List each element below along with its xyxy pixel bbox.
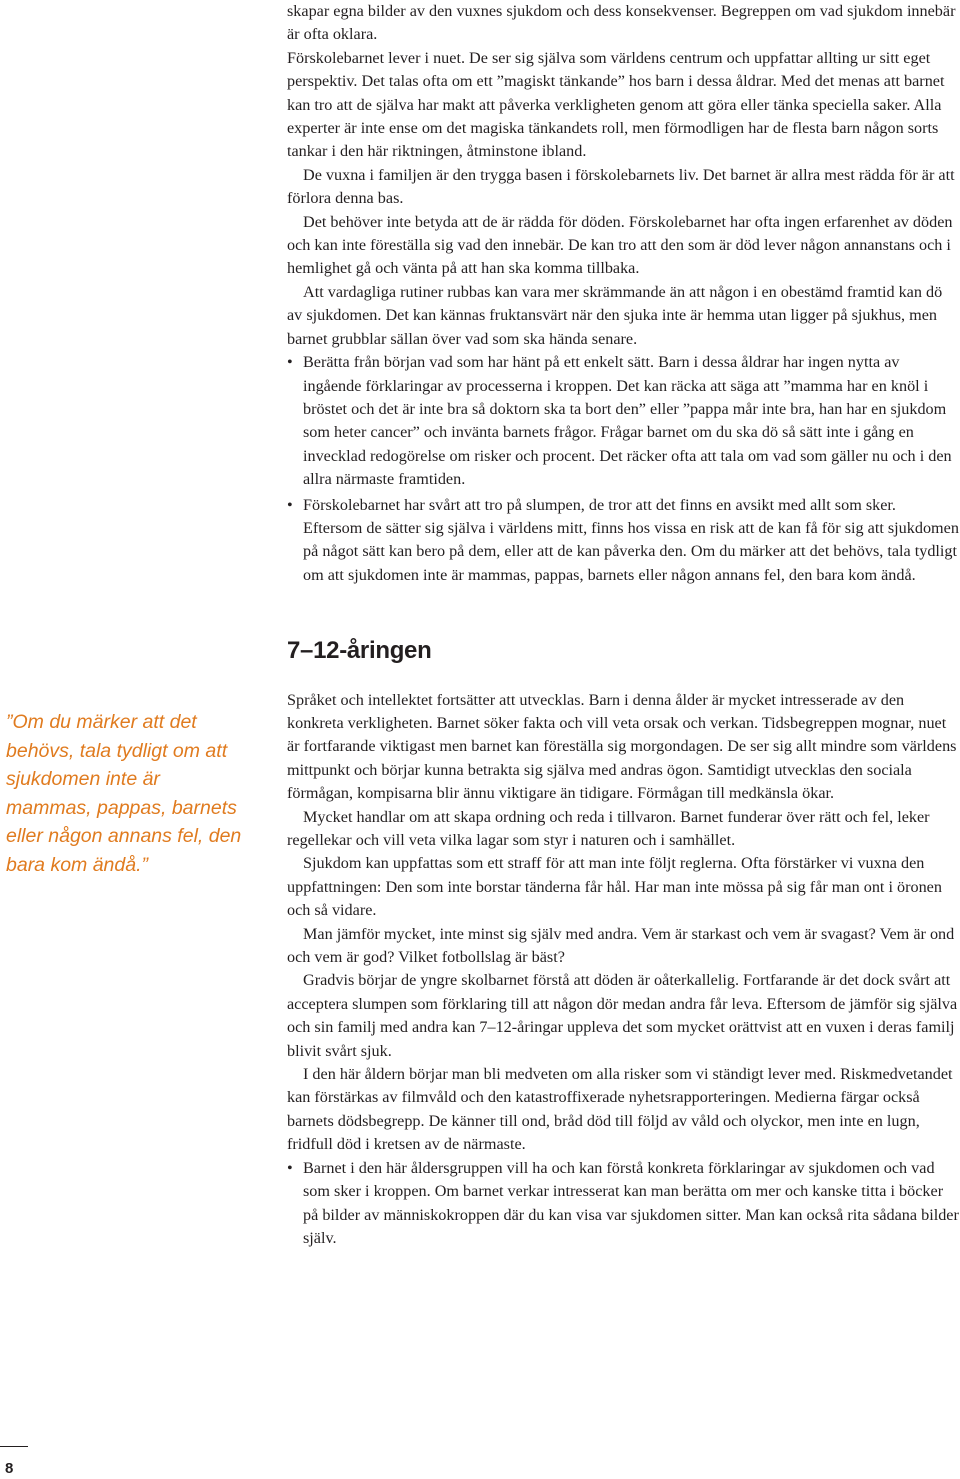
paragraph: Det behöver inte betyda att de är rädda för döden. Förskolebarnet har ofta ingen erfarenhet av döden och kan inte föreställa sig vad den innebär. De kan tro att den som är död lever någon annanstans och i hemlighet gå och vänta på att han ska komma tillbaka. xyxy=(287,212,953,278)
section-school-age xyxy=(287,689,959,1251)
paragraph: Mycket handlar om att skapa ordning och reda i tillvaron. Barnet funderar över rätt och fel, leker regellekar och vill veta vilka lagar som styr i naturen och i samhället. xyxy=(287,807,930,849)
section-heading-wrap xyxy=(287,637,959,665)
bullet-icon: • xyxy=(287,495,293,514)
paragraph: I den här åldern börjar man bli medveten om alla risker som vi ständigt lever med. Riskmedvetandet kan förstärkas av filmvåld och den katastroffixerade nyhetsrapporteringen. Medierna färgar också barnets dödsbegrepp. De känner till ond, bråd död till följd av våld och olyckor, men inte en lugn, fridfull död i kretsen av de närmaste. xyxy=(287,1065,953,1154)
paragraph: De vuxna i familjen är den trygga basen i förskolebarnets liv. Det barnet är allra mest rädda för är att förlora denna bas. xyxy=(287,165,955,208)
bullet-icon: • xyxy=(287,353,293,372)
paragraph: Förskolebarnet lever i nuet. De ser sig själva som världens centrum och uppfattar allting ur sitt eget perspektiv. Det talas ofta om ett ”magiskt tänkande” hos barn i dessa åldrar. Med det menas att barnet kan tro att de själva har makt att påverka verkligheten genom att göra eller tänka speciella saker. Alla experter är inte ense om det magiska tänkandets roll, men förmodligen har de flesta barn någon sorts tankar i den här riktningen, åtminstone ibland. xyxy=(287,48,945,161)
section-preschool xyxy=(287,0,959,587)
paragraph: Gradvis börjar de yngre skolbarnet förstå att döden är oåterkallelig. Fortfarande är det dock svårt att acceptera slumpen som förklaring till att någon dör medan andra får leva. Eftersom de jämför sig själva och sin familj med andra kan 7–12-åringar uppleva det som mycket orättvist att en vuxen i deras familj blivit svårt sjuk. xyxy=(287,971,958,1060)
bullet-item xyxy=(287,351,959,491)
section-heading: 7–12-åringen xyxy=(287,637,432,665)
main-text-column xyxy=(287,0,959,1252)
bullet-item xyxy=(287,494,959,588)
page-number: 8 xyxy=(5,1460,14,1477)
bullet-list xyxy=(287,351,959,587)
bullet-text: Förskolebarnet har svårt att tro på slumpen, de tror att det finns en avsikt med allt som sker. Eftersom de sätter sig själva i världens mitt, finns hos vissa en risk att de kan få för sig att sjukdomen på något sätt kan bero på dem, eller att de kan påverka den. Om du märker att det behövs, tala tydligt om att sjukdomen inte är mammas, pappas, barnets eller någon annans fel, den bara kom ändå. xyxy=(303,495,959,584)
paragraph: Man jämför mycket, inte minst sig själv med andra. Vem är starkast och vem är svagast? Vem är ond och vem är god? Vilket fotbollslag är bäst? xyxy=(287,924,955,967)
paragraph: Språket och intellektet fortsätter att utvecklas. Barn i denna ålder är mycket intresserade av den konkreta verkligheten. Barnet söker fakta och vill veta orsak och verkan. Tidsbegreppen mognar, nuet är fortfarande viktigast men barnet kan föreställa sig morgondagen. De ser sig allt mindre som världens mittpunkt och börjar kunna betrakta sig själva med andras ögon. Samtidigt utvecklas den sociala förmågan, kompisarna blir ännu viktigare än tidigare. Förmågan till medkänsla ökar. xyxy=(287,690,957,803)
bullet-item xyxy=(287,1157,959,1251)
paragraph: skapar egna bilder av den vuxnes sjukdom och dess konsekvenser. Begreppen om vad sjukdom innebär är ofta oklara. xyxy=(287,2,956,44)
bullet-text: Barnet i den här åldersgruppen vill ha och kan förstå konkreta förklaringar av sjukdomen och vad som sker i kroppen. Om barnet verkar intresserat kan man berätta om mer och kanske titta i böcker på bilder av människokroppen där du kan visa var sjukdomen sitter. Man kan också rita sådana bilder själv. xyxy=(303,1158,959,1247)
page-number-rule xyxy=(0,1446,28,1447)
pull-quote: ”Om du märker att det behövs, tala tydligt om att sjukdomen inte är mammas, pappas, barnets eller någon annans fel, den bara kom ändå.” xyxy=(6,711,242,876)
bullet-icon: • xyxy=(287,1158,293,1177)
paragraph: Sjukdom kan uppfattas som ett straff för att man inte följt reglerna. Ofta förstärker vi vuxna den uppfattningen: Den som inte borstar tänderna får hål. Har man inte mössa på sig får man ont i öronen och så vidare. xyxy=(287,854,942,920)
paragraph: Att vardagliga rutiner rubbas kan vara mer skrämmande än att någon i en obestämd framtid kan dö av sjukdomen. Det kan kännas fruktansvärt när den sjuka inte är hemma utan ligger på sjukhus, men barnet grubblar sällan över vad som ska hända senare. xyxy=(287,282,943,348)
bullet-text: Berätta från början vad som har hänt på ett enkelt sätt. Barn i dessa åldrar har ingen nytta av ingående förklaringar av processerna i kroppen. Det kan räcka att säga att ”mamma har en knöl i bröstet och det är inte bra så doktorn ska ta bort den” eller ”pappa mår inte bra, han har en sjukdom som heter cancer” och invänta barnets frågor. Frågar barnet om du ska dö så sätt inte i gång en invecklad redogörelse om risker och procent. Det räcker ofta att tala om vad som gäller nu och i den allra närmaste framtiden. xyxy=(303,353,952,489)
bullet-list xyxy=(287,1157,959,1251)
